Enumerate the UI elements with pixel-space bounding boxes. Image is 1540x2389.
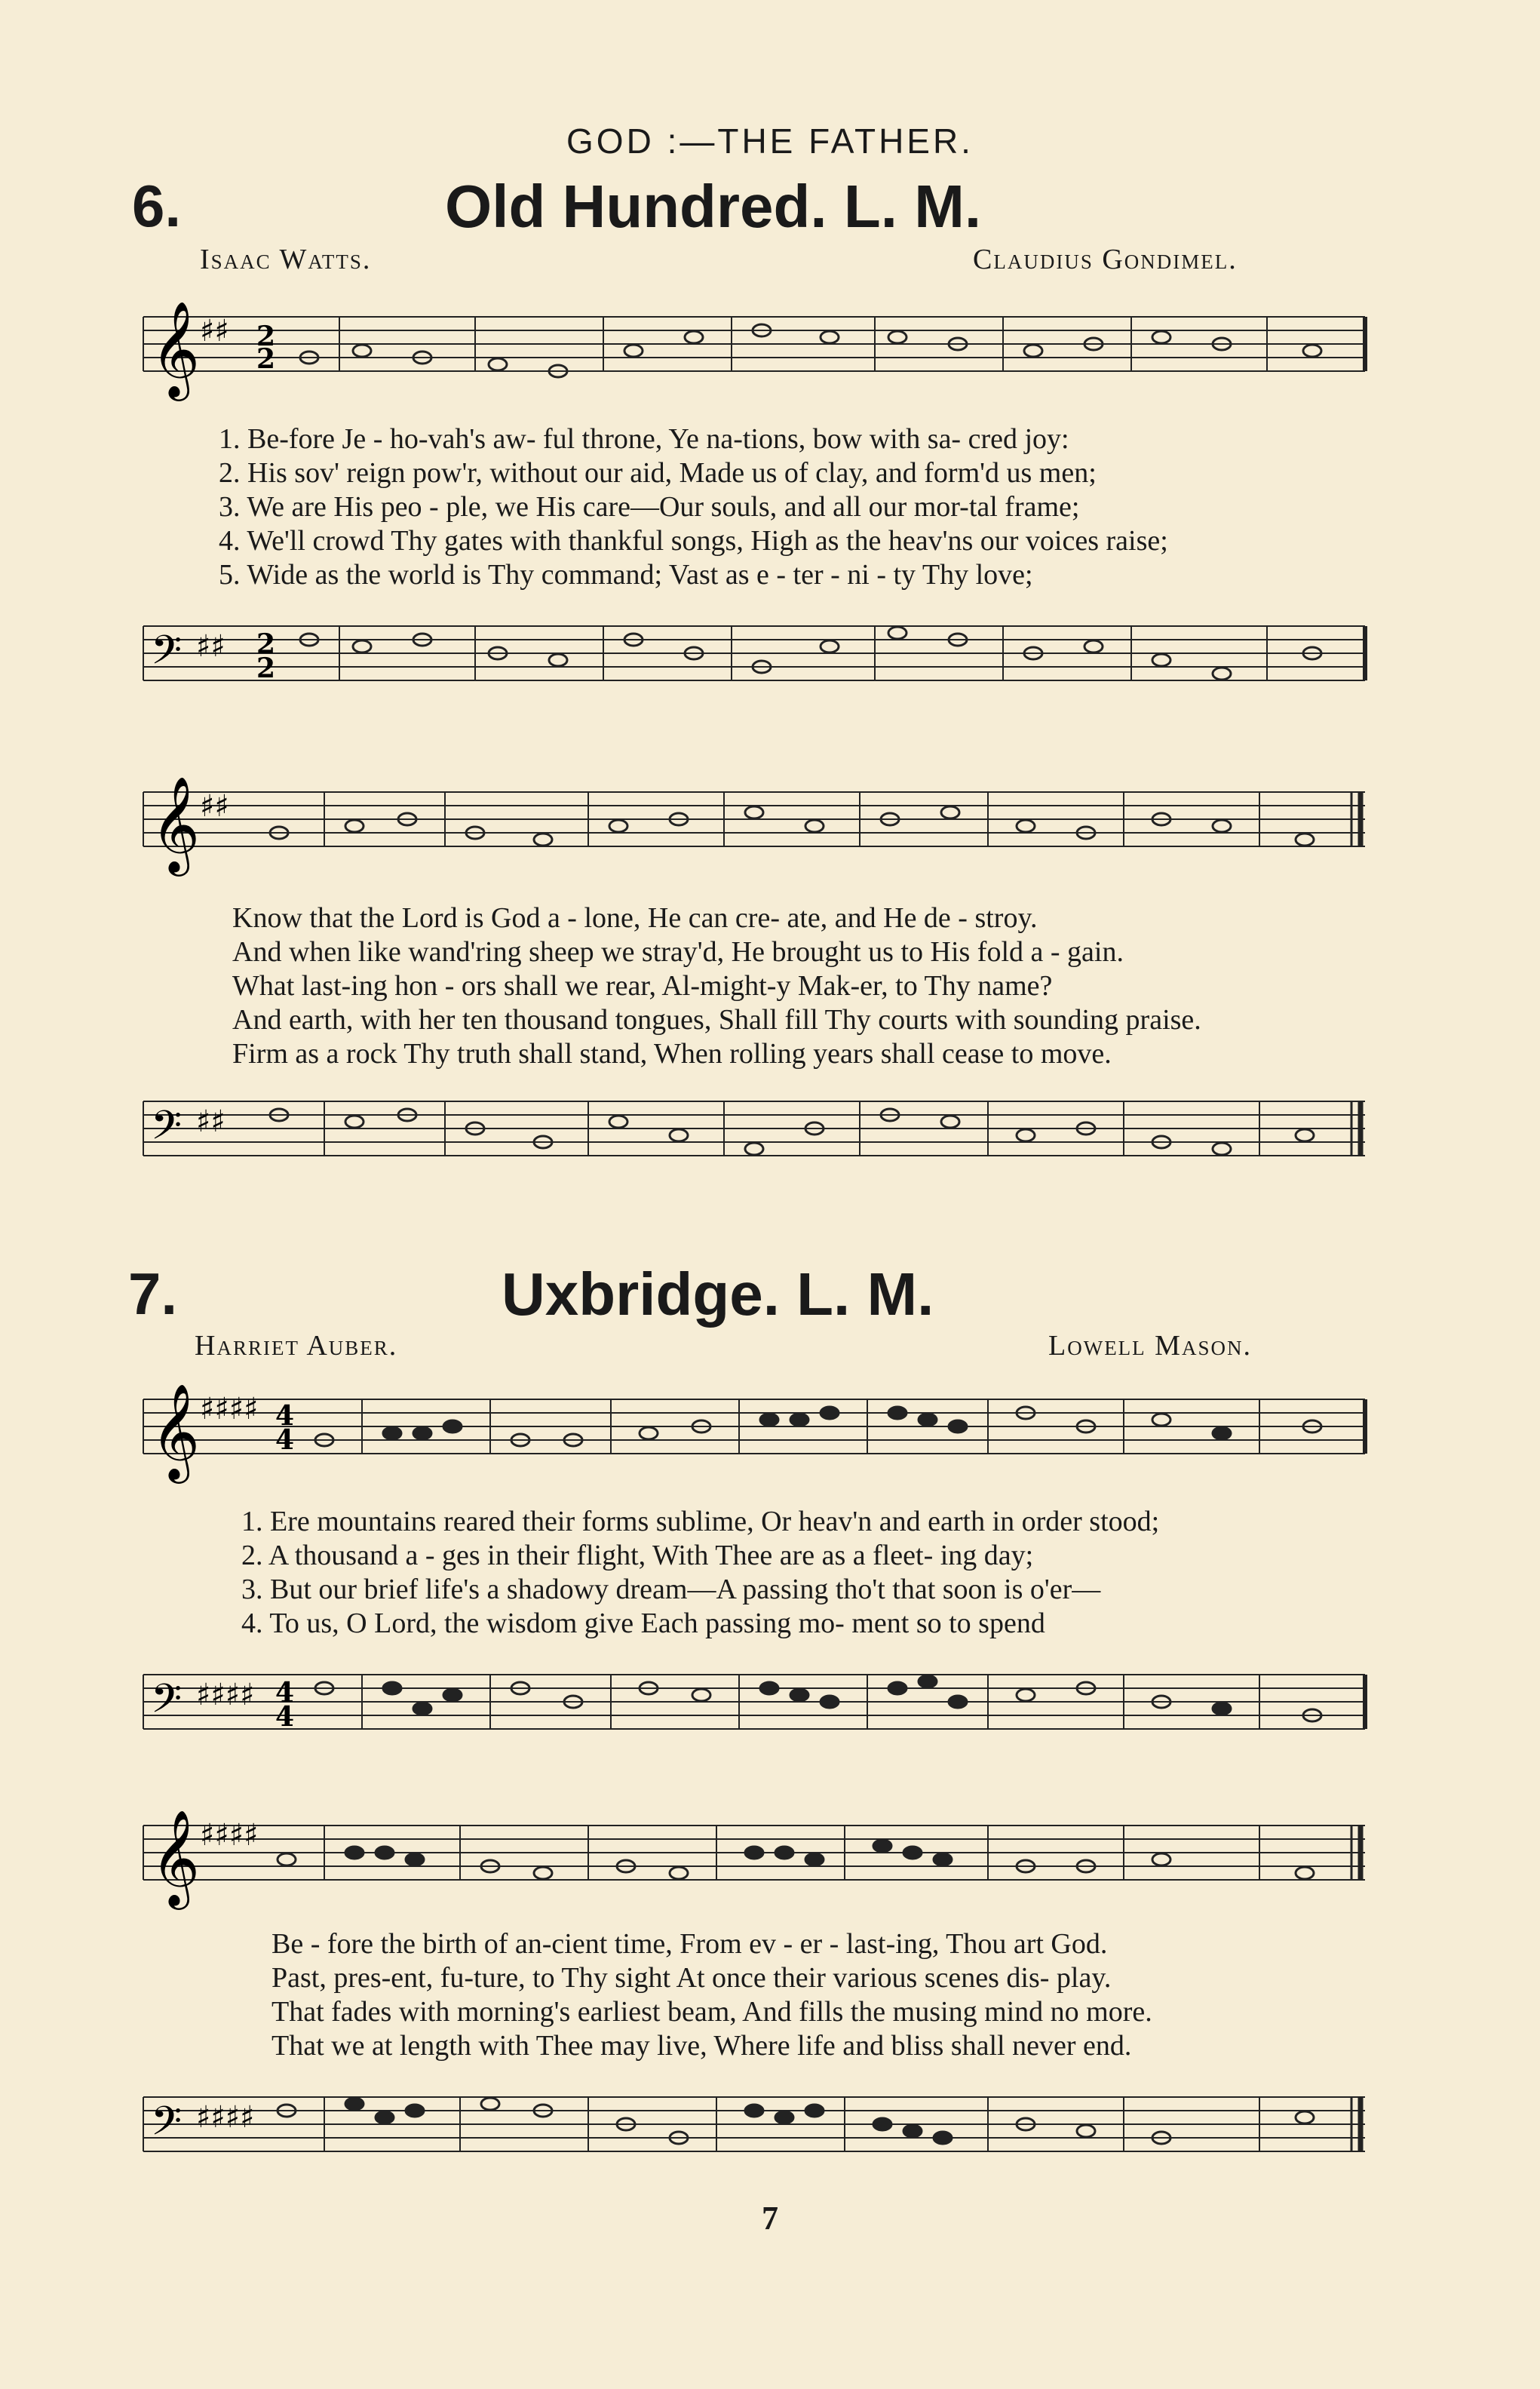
hymn-author: Isaac Watts.: [200, 244, 372, 275]
treble-staff: [136, 1362, 1373, 1505]
bass-staff: [136, 1064, 1373, 1192]
verse-lyrics: [241, 1505, 1159, 1641]
verse-line: 4. We'll crowd Thy gates with thankful songs, High as the heav'ns our voices raise;: [219, 525, 1168, 557]
svg-text:♯♯: ♯♯: [200, 314, 229, 349]
verse-line: 1. Ere mountains reared their forms sublime, Or heav'n and earth in order stood;: [241, 1506, 1160, 1537]
verse-line: Know that the Lord is God a - lone, He can cre- ate, and He de - stroy.: [232, 902, 1038, 934]
hymn-title: Uxbridge. L. M.: [502, 1261, 934, 1328]
svg-text:4: 4: [275, 1400, 295, 1432]
svg-text:𝄞: 𝄞: [151, 1383, 201, 1479]
verse-lyrics: [271, 1927, 1152, 2063]
hymn-composer: Claudius Gondimel.: [973, 244, 1238, 275]
svg-text:𝄢: 𝄢: [151, 628, 183, 683]
svg-text:𝄢: 𝄢: [151, 2099, 183, 2154]
svg-text:♯♯♯♯: ♯♯♯♯: [200, 1818, 259, 1853]
svg-text:4: 4: [275, 1701, 295, 1733]
verse-line: 3. We are His peo - ple, we His care—Our souls, and all our mor-tal frame;: [219, 491, 1080, 523]
svg-text:♯♯♯♯: ♯♯♯♯: [196, 2100, 255, 2135]
svg-text:4: 4: [275, 1677, 295, 1709]
verse-line: What last-ing hon - ors shall we rear, Al-might-y Mak-er, to Thy name?: [232, 970, 1053, 1002]
svg-text:2: 2: [256, 628, 276, 660]
svg-text:♯♯: ♯♯: [200, 789, 229, 824]
hymn-number: 7.: [128, 1261, 178, 1327]
svg-text:2: 2: [256, 343, 276, 375]
verse-line: That we at length with Thee may live, Where life and bliss shall never end.: [271, 2030, 1132, 2062]
svg-text:2: 2: [256, 321, 276, 352]
treble-staff: [136, 287, 1373, 422]
treble-staff: [136, 747, 1373, 890]
verse-line: And when like wand'ring sheep we stray'd, He brought us to His fold a - gain.: [232, 936, 1124, 968]
section-header: GOD :—THE FATHER.: [566, 121, 974, 161]
hymn-title: Old Hundred. L. M.: [445, 173, 982, 240]
svg-text:♯♯: ♯♯: [196, 1104, 225, 1139]
verse-line: 2. A thousand a - ges in their flight, With Thee are as a fleet- ing day;: [241, 1540, 1034, 1571]
page-number: 7: [762, 2200, 778, 2237]
treble-staff: [136, 1788, 1373, 1931]
verse-line: Be - fore the birth of an-cient time, From ev - er - last-ing, Thou art God.: [271, 1928, 1108, 1960]
verse-line: That fades with morning's earliest beam, And fills the musing mind no more.: [271, 1996, 1152, 2028]
verse-line: 5. Wide as the world is Thy command; Vast as e - ter - ni - ty Thy love;: [219, 559, 1033, 591]
svg-text:𝄞: 𝄞: [151, 300, 201, 397]
verse-line: 1. Be-fore Je - ho-vah's aw- ful throne, Ye na-tions, bow with sa- cred joy:: [219, 423, 1069, 455]
verse-line: 2. His sov' reign pow'r, without our aid, Made us of clay, and form'd us men;: [219, 457, 1097, 489]
verse-line: And earth, with her ten thousand tongues, Shall fill Thy courts with sounding praise.: [232, 1004, 1201, 1036]
svg-text:𝄞: 𝄞: [151, 775, 201, 872]
verse-lyrics: [232, 901, 1201, 1071]
bass-staff: [136, 1637, 1373, 1780]
verse-line: 4. To us, O Lord, the wisdom give Each passing mo- ment so to spend: [241, 1608, 1045, 1639]
svg-text:♯♯: ♯♯: [196, 629, 225, 664]
bass-staff: [136, 2059, 1373, 2203]
svg-text:𝄢: 𝄢: [151, 1676, 183, 1732]
hymn-author: Harriet Auber.: [195, 1330, 398, 1362]
svg-text:4: 4: [275, 1424, 295, 1456]
verse-lyrics: [219, 422, 1168, 592]
hymn-composer: Lowell Mason.: [1048, 1330, 1252, 1362]
svg-text:♯♯♯♯: ♯♯♯♯: [196, 1678, 255, 1712]
svg-text:𝄢: 𝄢: [151, 1103, 183, 1159]
svg-text:♯♯♯♯: ♯♯♯♯: [200, 1392, 259, 1426]
svg-text:𝄞: 𝄞: [151, 1809, 201, 1905]
verse-line: Firm as a rock Thy truth shall stand, When rolling years shall cease to move.: [232, 1038, 1112, 1070]
bass-staff: [136, 588, 1373, 717]
hymn-number: 6.: [132, 173, 182, 239]
verse-line: 3. But our brief life's a shadowy dream—A passing tho't that soon is o'er—: [241, 1574, 1101, 1605]
verse-line: Past, pres-ent, fu-ture, to Thy sight At once their various scenes dis- play.: [271, 1962, 1112, 1994]
svg-text:2: 2: [256, 653, 276, 684]
